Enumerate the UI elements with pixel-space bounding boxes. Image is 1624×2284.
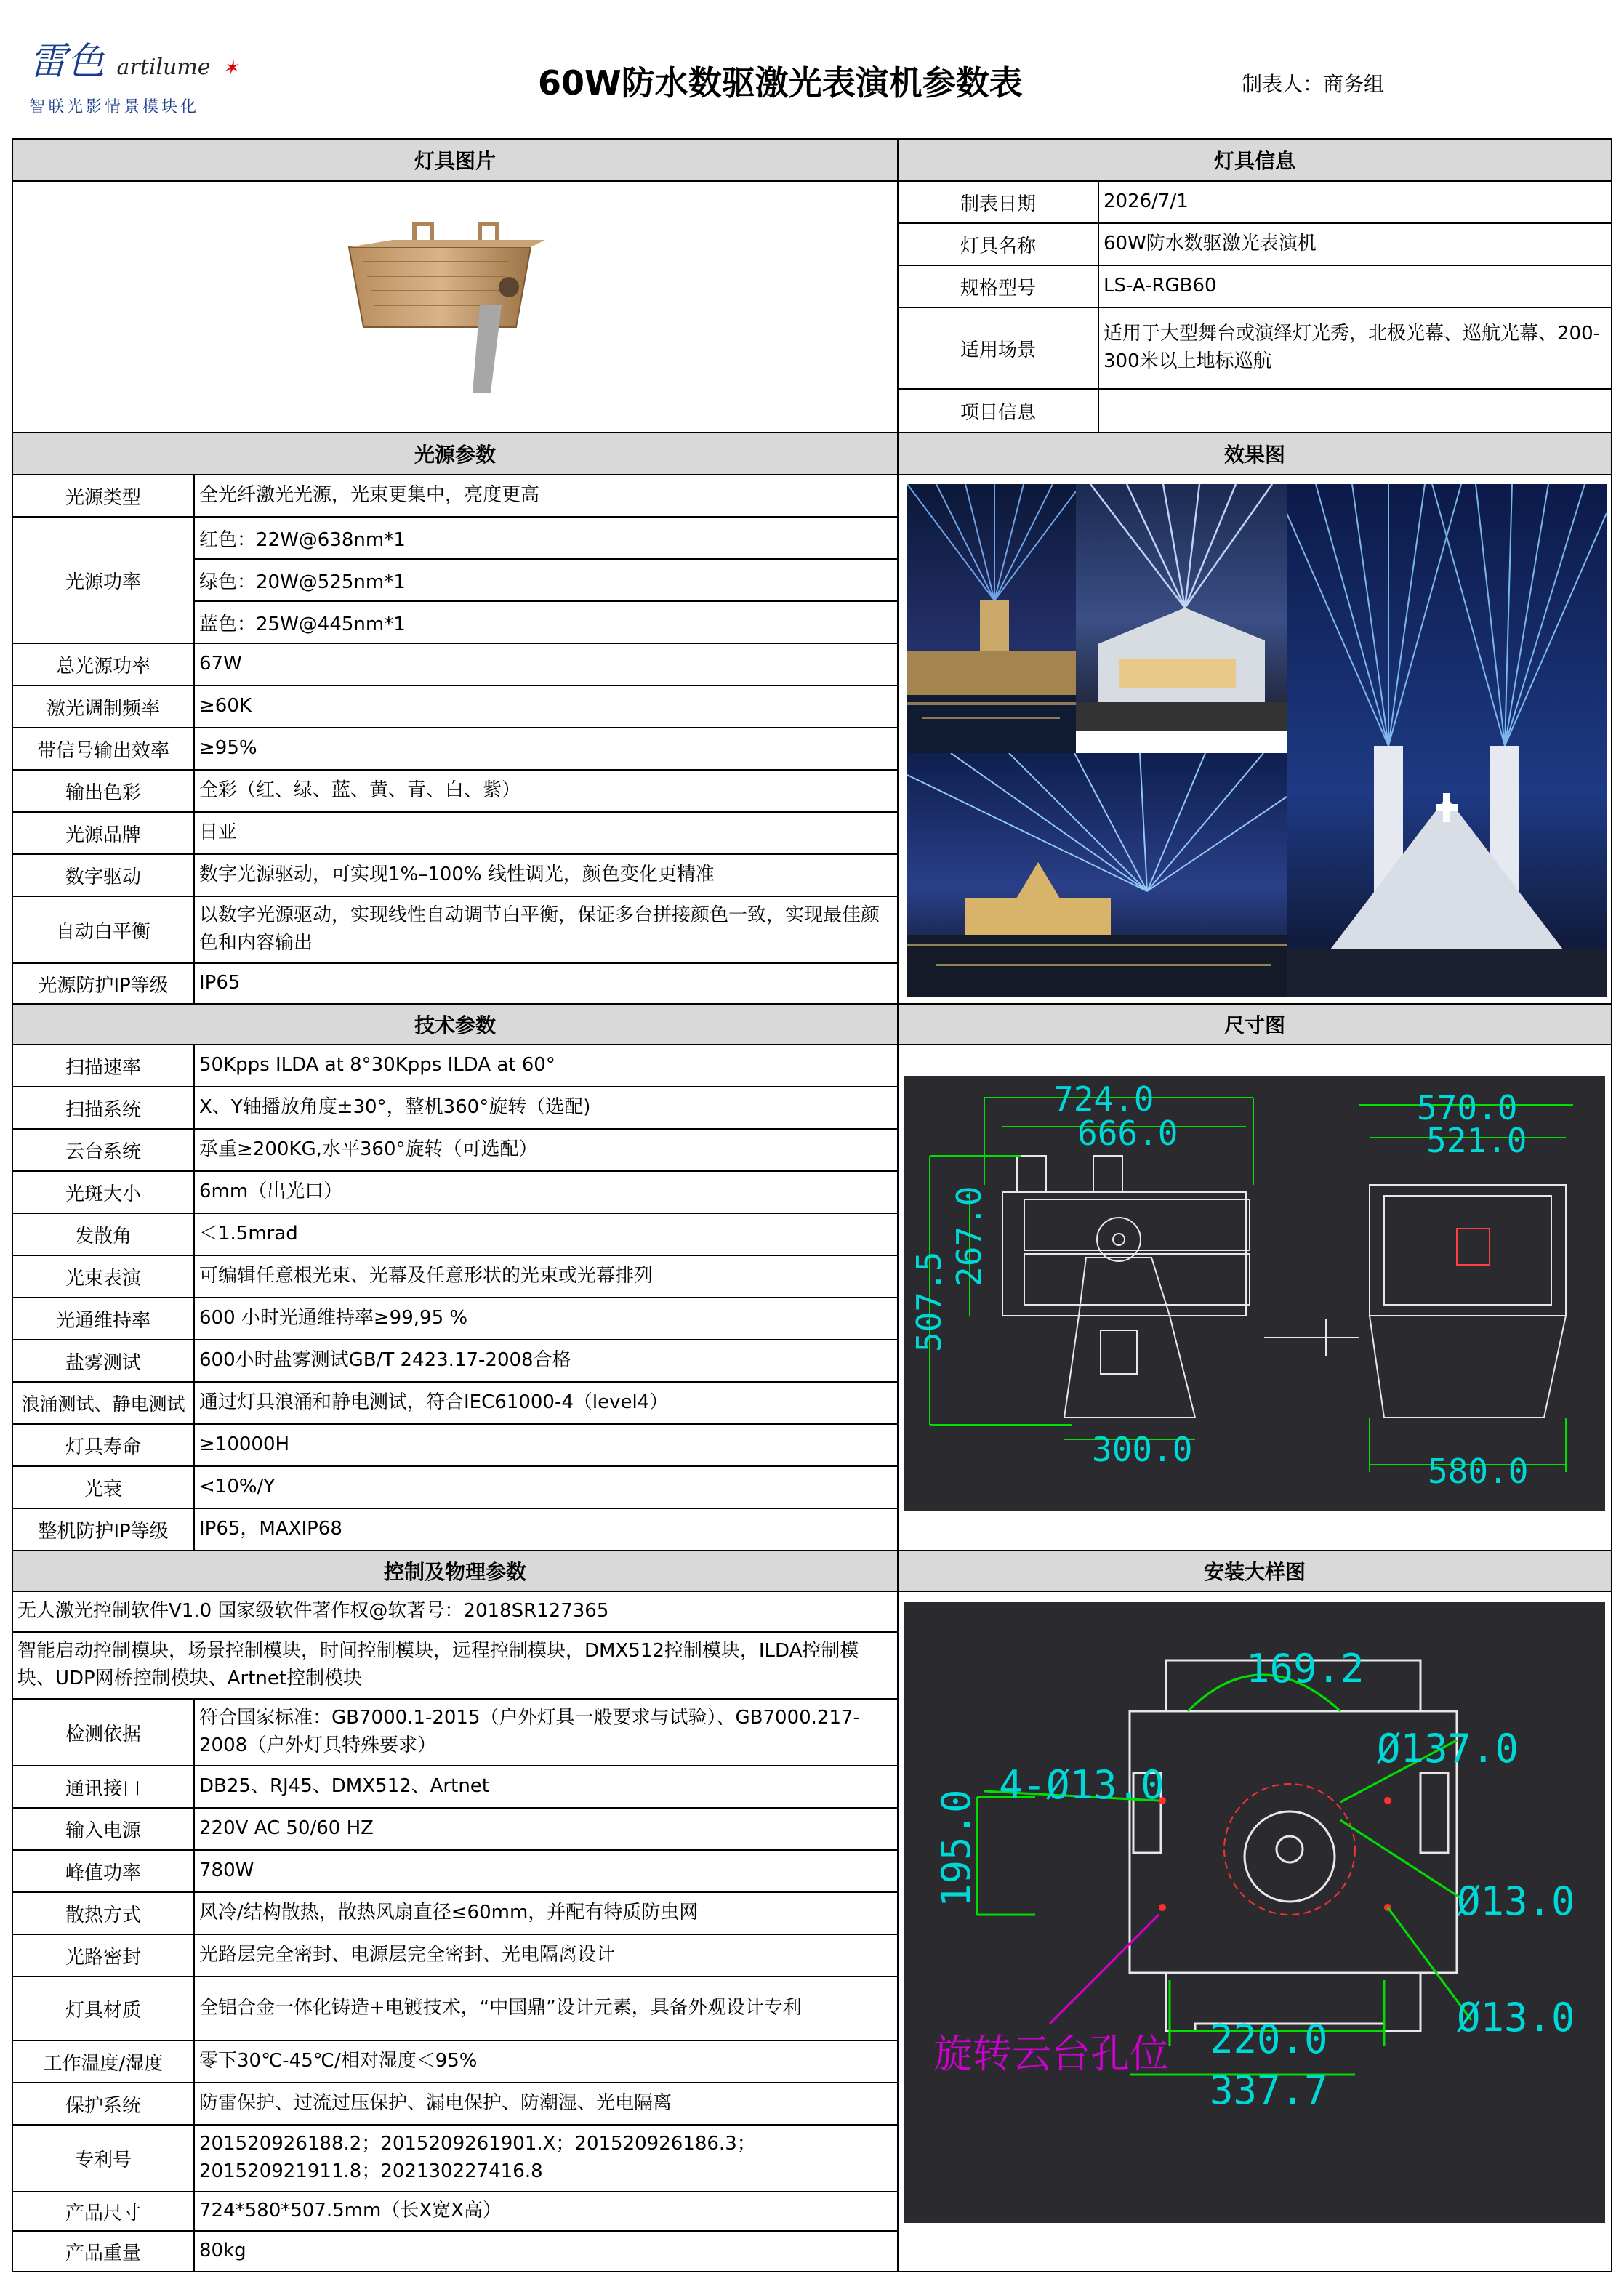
info-value: LS-A-RGB60	[1104, 275, 1217, 297]
control-label: 检测依据	[13, 1700, 195, 1765]
info-label: 规格型号	[899, 266, 1099, 307]
light-label: 带信号输出效率	[13, 728, 195, 769]
info-row	[899, 224, 1611, 266]
info-value: 2026/7/1	[1104, 190, 1189, 213]
dim-300: 300.0	[1092, 1430, 1193, 1469]
tech-label: 整机防护IP等级	[13, 1509, 195, 1550]
light-row	[13, 813, 897, 855]
control-row	[13, 1809, 897, 1851]
light-value: 67W	[199, 653, 242, 675]
info-label: 项目信息	[899, 390, 1099, 432]
dim-570: 570.0	[1417, 1088, 1518, 1127]
logo	[29, 31, 238, 85]
install-d137: Ø137.0	[1377, 1726, 1519, 1772]
dim-666: 666.0	[1077, 1114, 1178, 1153]
install-d13a: Ø13.0	[1457, 1878, 1575, 1924]
control-value: 80kg	[199, 2240, 246, 2262]
tech-value: 通过灯具浪涌和静电测试，符合IEC61000-4（level4）	[199, 1391, 669, 1414]
info-value	[1099, 390, 1611, 432]
section-dimension: 尺寸图	[899, 1005, 1611, 1045]
control-value: 零下30℃-45℃/相对湿度＜95%	[199, 2050, 478, 2072]
light-label: 数字驱动	[13, 855, 195, 896]
install-d195: 195.0	[933, 1789, 979, 1907]
control-label: 专利号	[13, 2126, 195, 2191]
tech-row	[13, 1467, 897, 1509]
page-title: 60W防水数驱激光表演机参数表	[538, 63, 1023, 102]
tech-value: IP65，MAXIP68	[199, 1518, 342, 1540]
light-label: 激光调制频率	[13, 686, 195, 727]
info-label: 制表日期	[899, 182, 1099, 222]
light-label: 光源防护IP等级	[13, 964, 195, 1003]
tech-label: 扫描系统	[13, 1087, 195, 1128]
tech-label: 云台系统	[13, 1130, 195, 1170]
dim-267: 267.0	[949, 1186, 989, 1287]
power-green: 绿色：20W@525nm*1	[195, 560, 897, 602]
info-label: 适用场景	[899, 308, 1099, 388]
install-d13b: Ø13.0	[1457, 1995, 1575, 2040]
tech-row	[13, 1087, 897, 1130]
section-fixture-photo: 灯具图片	[13, 140, 897, 182]
tech-value: 承重≥200KG,水平360°旋转（可选配）	[199, 1138, 538, 1161]
tech-label: 浪涌测试、静电测试	[13, 1383, 195, 1423]
fixture-photo	[334, 218, 552, 393]
control-row	[13, 1935, 897, 1977]
control-modules: 智能启动控制模块，场景控制模块，时间控制模块，远程控制模块，DMX512控制模块，ILDA控制模块、UDP网桥控制模块、Artnet控制模块	[17, 1640, 859, 1689]
control-software-row	[13, 1592, 897, 1633]
control-value: 风冷/结构散热，散热风扇直径≤60mm，并配有特质防虫网	[199, 1902, 699, 1924]
tech-row	[13, 1298, 897, 1340]
control-row	[13, 1893, 897, 1935]
light-row	[13, 771, 897, 813]
control-value: 防雷保护、过流过压保护、漏电保护、防潮湿、光电隔离	[199, 2092, 672, 2115]
tech-row	[13, 1130, 897, 1172]
control-row	[13, 2192, 897, 2232]
tech-label: 光束表演	[13, 1256, 195, 1297]
power-red: 红色：22W@638nm*1	[195, 518, 897, 560]
tech-label: 扫描速率	[13, 1045, 195, 1086]
tech-row	[13, 1509, 897, 1551]
light-value: 全光纤激光光源，光束更集中，亮度更高	[199, 484, 540, 507]
effect-photo-villa	[1076, 484, 1287, 731]
light-row	[13, 518, 897, 644]
control-label: 产品尺寸	[13, 2192, 195, 2230]
control-row	[13, 2232, 897, 2271]
tech-label: 发散角	[13, 1214, 195, 1255]
light-value: 数字光源驱动，可实现1%–100% 线性调光，颜色变化更精准	[199, 864, 715, 886]
tech-row	[13, 1214, 897, 1256]
control-label: 输入电源	[13, 1809, 195, 1849]
install-rotate-label: 旋转云台孔位	[933, 2031, 1169, 2077]
light-value: ≥95%	[199, 737, 257, 760]
effect-photo-castle	[907, 484, 1076, 753]
light-value: IP65	[199, 972, 241, 994]
light-row	[13, 686, 897, 728]
effect-photo-parliament	[907, 753, 1287, 997]
tech-value: 可编辑任意根光束、光幕及任意形状的光束或光幕排列	[199, 1265, 654, 1287]
control-label: 保护系统	[13, 2083, 195, 2124]
light-row	[13, 728, 897, 771]
light-row	[13, 475, 897, 518]
section-install: 安装大样图	[899, 1551, 1611, 1592]
install-holes: 4-Ø13.0	[999, 1762, 1165, 1808]
logo-cn: 雷色	[29, 40, 105, 84]
tech-value: 6mm（出光口）	[199, 1181, 343, 1203]
control-row	[13, 1766, 897, 1809]
light-row	[13, 855, 897, 897]
logo-slogan: 智联光影情景模块化	[29, 98, 200, 116]
control-label: 散热方式	[13, 1893, 195, 1934]
dim-724: 724.0	[1053, 1079, 1154, 1119]
light-label: 光源功率	[13, 518, 195, 643]
light-label: 总光源功率	[13, 644, 195, 685]
tech-value: 600小时盐雾测试GB/T 2423.17-2008合格	[199, 1349, 571, 1372]
tech-row	[13, 1256, 897, 1298]
info-row	[899, 308, 1611, 390]
tech-label: 灯具寿命	[13, 1425, 195, 1465]
control-value: DB25、RJ45、DMX512、Artnet	[199, 1775, 489, 1798]
light-value: 日亚	[199, 821, 238, 844]
maker: 制表人：商务组	[1242, 72, 1385, 96]
info-row	[899, 266, 1611, 308]
tech-row	[13, 1340, 897, 1383]
info-row	[899, 182, 1611, 224]
section-fixture-info: 灯具信息	[899, 140, 1611, 182]
light-value: ≥60K	[199, 695, 252, 717]
control-row	[13, 1851, 897, 1893]
section-effect: 效果图	[899, 433, 1611, 475]
tech-value: X、Y轴播放角度±30°，整机360°旋转（选配)	[199, 1096, 591, 1119]
control-value: 780W	[199, 1859, 254, 1882]
tech-value: 50Kpps ILDA at 8°30Kpps ILDA at 60°	[199, 1054, 555, 1077]
dim-521: 521.0	[1426, 1121, 1527, 1160]
tech-row	[13, 1425, 897, 1467]
control-value: 220V AC 50/60 HZ	[199, 1817, 374, 1840]
light-label: 输出色彩	[13, 771, 195, 811]
light-value: 以数字光源驱动，实现线性自动调节白平衡，保证多台拼接颜色一致，实现最佳颜色和内容输出	[199, 904, 880, 954]
info-value: 60W防水数驱激光表演机	[1104, 233, 1317, 255]
control-label: 灯具材质	[13, 1977, 195, 2040]
control-software: 无人激光控制软件V1.0 国家级软件著作权@软著号：2018SR127365	[17, 1600, 609, 1622]
tech-value: 600 小时光通维持率≥99,95 %	[199, 1307, 468, 1330]
section-light-source: 光源参数	[13, 433, 897, 475]
light-label: 光源类型	[13, 475, 195, 516]
tech-row	[13, 1172, 897, 1214]
section-tech: 技术参数	[13, 1005, 897, 1045]
control-row	[13, 2083, 897, 2126]
light-row	[13, 644, 897, 686]
info-row	[899, 390, 1611, 433]
tech-label: 光衰	[13, 1467, 195, 1508]
control-label: 通讯接口	[13, 1766, 195, 1807]
control-row	[13, 2126, 897, 2192]
control-label: 工作温度/湿度	[13, 2041, 195, 2082]
dimension-drawing	[904, 1076, 1605, 1511]
control-value: 全铝合金一体化铸造+电镀技术，“中国鼎”设计元素，具备外观设计专利	[199, 1997, 802, 2019]
install-d337: 337.7	[1210, 2067, 1328, 2113]
control-label: 峰值功率	[13, 1851, 195, 1891]
dim-507: 507.5	[909, 1251, 949, 1352]
logo-star-icon: ✶	[222, 57, 238, 79]
control-value: 光路层完全密封、电源层完全密封、光电隔离设计	[199, 1944, 616, 1966]
tech-label: 光通维持率	[13, 1298, 195, 1339]
control-row	[13, 1977, 897, 2041]
page-header	[0, 0, 1624, 138]
install-d220: 220.0	[1210, 2016, 1328, 2062]
light-label: 自动白平衡	[13, 897, 195, 962]
control-modules-row	[13, 1633, 897, 1700]
light-value: 全彩（红、绿、蓝、黄、青、白、紫）	[199, 779, 521, 802]
tech-row	[13, 1045, 897, 1087]
control-value: 724*580*507.5mm（长X宽X高）	[199, 2200, 502, 2222]
logo-en: artilume	[116, 55, 211, 80]
dim-580: 580.0	[1428, 1452, 1529, 1491]
power-blue: 蓝色：25W@445nm*1	[199, 613, 406, 635]
control-value: 201520926188.2；2015209261901.X；201520926186.3；201520921911.8；202130227416.8	[199, 2133, 756, 2182]
light-row	[13, 897, 897, 964]
control-label: 产品重量	[13, 2232, 195, 2271]
tech-row	[13, 1383, 897, 1425]
light-label: 光源品牌	[13, 813, 195, 853]
section-control: 控制及物理参数	[13, 1551, 897, 1592]
light-row	[13, 964, 897, 1005]
tech-value: ＜1.5mrad	[199, 1223, 298, 1245]
effect-photo-church	[1287, 484, 1607, 997]
control-value: 符合国家标准：GB7000.1-2015（户外灯具一般要求与试验）、GB7000.217-2008（户外灯具特殊要求）	[199, 1707, 860, 1756]
tech-value: <10%/Y	[199, 1476, 276, 1498]
info-label: 灯具名称	[899, 224, 1099, 265]
info-value: 适用于大型舞台或演绎灯光秀，北极光幕、巡航光幕、200-300米以上地标巡航	[1104, 323, 1601, 372]
tech-label: 光斑大小	[13, 1172, 195, 1213]
install-drawing	[904, 1602, 1605, 2223]
tech-label: 盐雾测试	[13, 1340, 195, 1381]
control-row	[13, 1700, 897, 1766]
control-label: 光路密封	[13, 1935, 195, 1976]
install-arc: 169.2	[1246, 1646, 1364, 1692]
control-row	[13, 2041, 897, 2083]
tech-value: ≥10000H	[199, 1433, 290, 1456]
